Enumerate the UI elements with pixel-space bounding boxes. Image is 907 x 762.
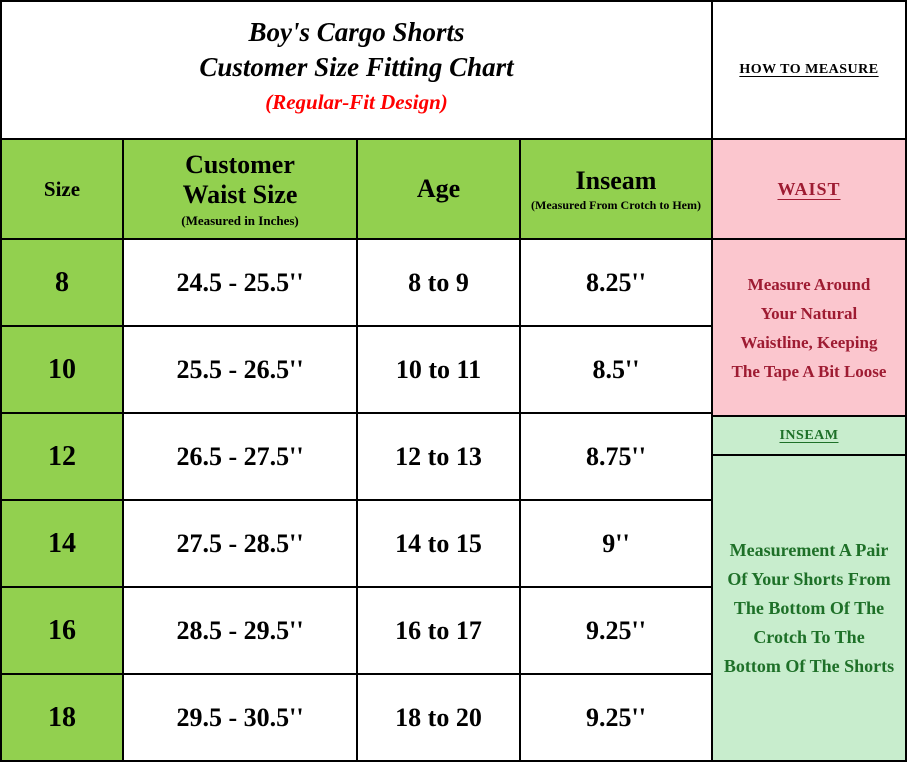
- header-waist: [124, 140, 356, 238]
- size-cell-row5: 18: [2, 675, 122, 760]
- header-age: [358, 140, 519, 238]
- waist-instructions: Measure Around Your Natural Waistline, Keeping The Tape A Bit Loose: [731, 274, 887, 381]
- size-table: [2, 140, 711, 760]
- inseam-cell-row1: 8.5'': [521, 327, 711, 412]
- inseam-section-label: INSEAM: [779, 427, 839, 443]
- inseam-instructions-cell: [713, 456, 905, 760]
- waist-cell-row2: 26.5 - 27.5'': [124, 414, 356, 499]
- age-cell-row4: 16 to 17: [358, 588, 519, 673]
- age-cell-row0: 8 to 9: [358, 240, 519, 325]
- size-cell-row2: 12: [2, 414, 122, 499]
- page-title-line2: Customer Size Fitting Chart: [199, 52, 514, 82]
- size-cell-row0: 8: [2, 240, 122, 325]
- waist-cell-row0: 24.5 - 25.5'': [124, 240, 356, 325]
- header-inseam-sublabel: (Measured From Crotch to Hem): [531, 197, 701, 212]
- size-cell-row4: 16: [2, 588, 122, 673]
- age-cell-row2: 12 to 13: [358, 414, 519, 499]
- page-subtitle: (Regular-Fit Design): [265, 90, 448, 114]
- inseam-cell-row0: 8.25'': [521, 240, 711, 325]
- waist-instructions-cell: [713, 240, 905, 415]
- inseam-instructions: Measurement A Pair Of Your Shorts From The Bottom Of The Crotch To The Bottom Of The Shorts: [723, 539, 895, 676]
- header-waist-label: Customer Waist Size: [182, 150, 298, 209]
- header-waist-sublabel: (Measured in Inches): [181, 213, 299, 228]
- age-cell-row5: 18 to 20: [358, 675, 519, 760]
- age-cell-row1: 10 to 11: [358, 327, 519, 412]
- waist-cell-row3: 27.5 - 28.5'': [124, 501, 356, 586]
- size-cell-row3: 14: [2, 501, 122, 586]
- inseam-cell-row4: 9.25'': [521, 588, 711, 673]
- page-title-line1: Boy's Cargo Shorts: [248, 17, 465, 47]
- inseam-section-label-cell: [713, 417, 905, 454]
- header-size-label: Size: [43, 177, 81, 201]
- waist-cell-row5: 29.5 - 30.5'': [124, 675, 356, 760]
- age-cell-row3: 14 to 15: [358, 501, 519, 586]
- inseam-cell-row3: 9'': [521, 501, 711, 586]
- how-to-measure-heading: HOW TO MEASURE: [739, 62, 879, 77]
- header-age-label: Age: [416, 174, 461, 203]
- chart-main-section: [2, 2, 711, 760]
- how-to-measure-panel: [713, 2, 905, 760]
- waist-cell-row4: 28.5 - 29.5'': [124, 588, 356, 673]
- title-block: [2, 2, 711, 138]
- waist-cell-row1: 25.5 - 26.5'': [124, 327, 356, 412]
- header-inseam: [521, 140, 711, 238]
- inseam-cell-row2: 8.75'': [521, 414, 711, 499]
- header-inseam-label: Inseam: [575, 165, 657, 195]
- inseam-cell-row5: 9.25'': [521, 675, 711, 760]
- waist-section-label: WAIST: [777, 178, 841, 199]
- size-cell-row1: 10: [2, 327, 122, 412]
- how-to-measure-heading-cell: [713, 2, 905, 138]
- header-size: [2, 140, 122, 238]
- waist-section-label-cell: [713, 140, 905, 238]
